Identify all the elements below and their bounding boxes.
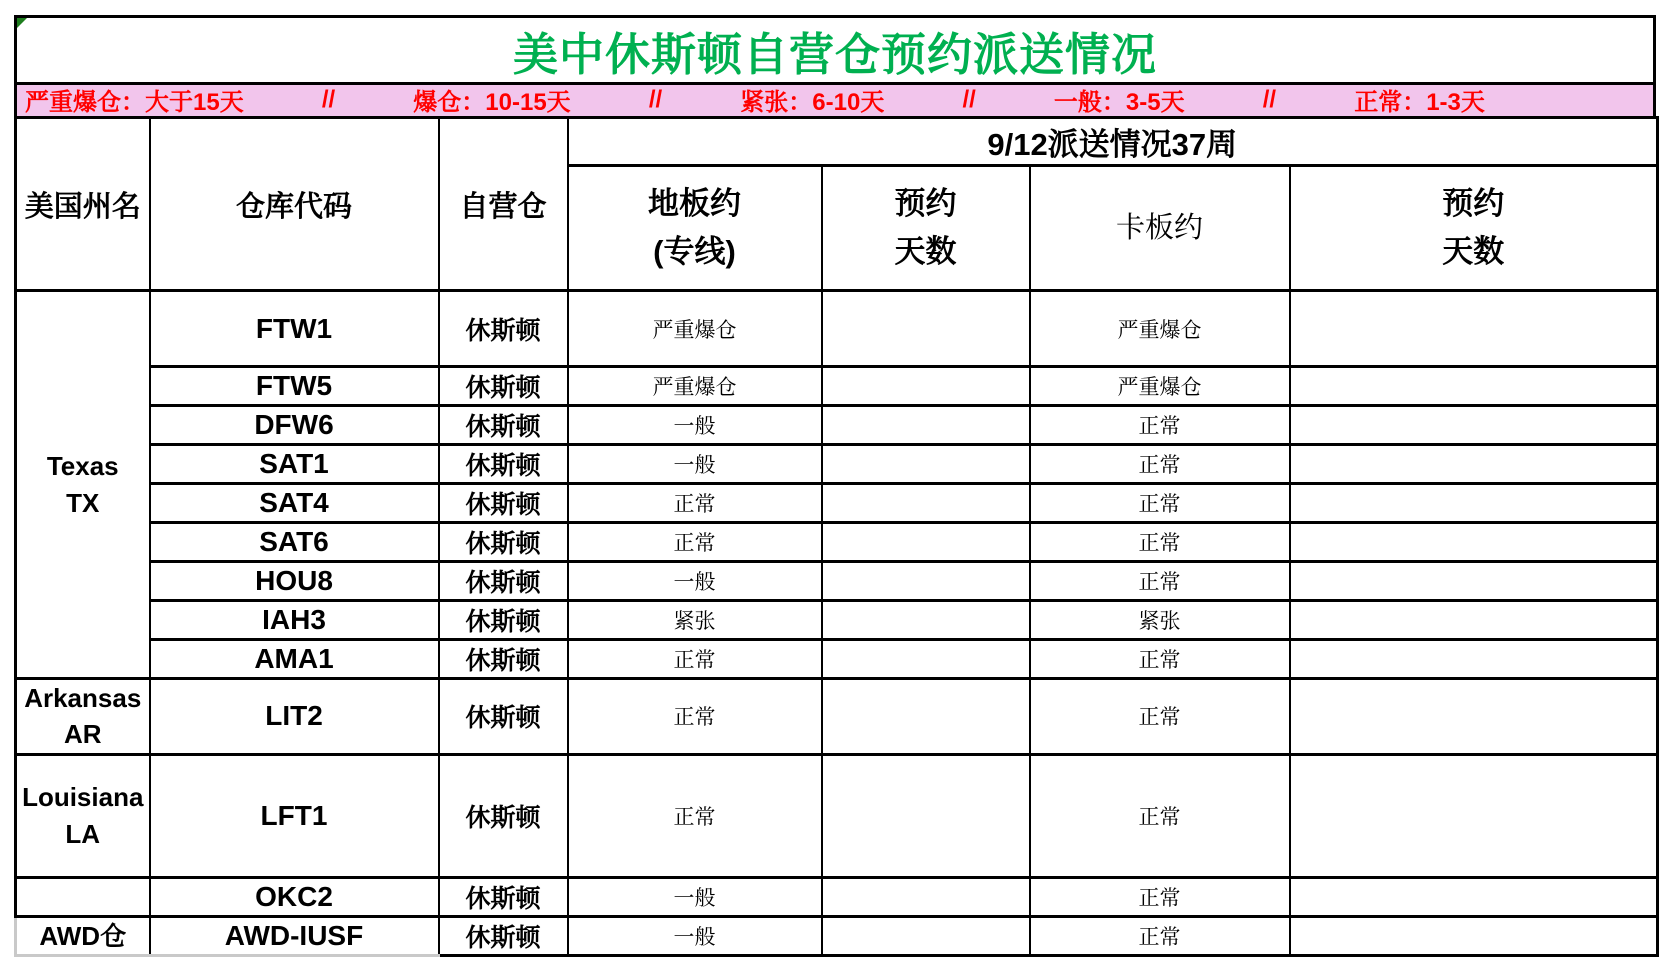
legend-separator: // <box>321 85 336 113</box>
header-pallet-appointment[interactable]: 卡板约 <box>1030 166 1290 291</box>
self-warehouse-cell[interactable]: 休斯顿 <box>439 445 568 484</box>
floor-days-cell[interactable] <box>822 484 1030 523</box>
warehouse-code-cell[interactable]: LFT1 <box>150 754 439 877</box>
floor-status-cell[interactable]: 正常 <box>568 523 822 562</box>
table-row <box>16 679 1658 755</box>
self-warehouse-cell[interactable]: 休斯顿 <box>439 916 568 955</box>
pallet-status-cell[interactable]: 正常 <box>1030 445 1290 484</box>
table-row <box>16 916 1658 955</box>
pallet-status-cell[interactable]: 紧张 <box>1030 601 1290 640</box>
floor-days-cell[interactable] <box>822 445 1030 484</box>
self-warehouse-cell[interactable]: 休斯顿 <box>439 601 568 640</box>
floor-status-cell[interactable]: 正常 <box>568 484 822 523</box>
pallet-days-cell[interactable] <box>1290 916 1658 955</box>
state-cell-louisiana[interactable] <box>16 754 150 877</box>
page-title: 美中休斯顿自营仓预约派送情况 <box>512 28 1157 80</box>
self-warehouse-cell[interactable]: 休斯顿 <box>439 484 568 523</box>
warehouse-code-cell[interactable]: OKC2 <box>150 877 439 916</box>
state-name: Arkansas <box>24 683 142 713</box>
floor-days-cell[interactable] <box>822 754 1030 877</box>
header-days-line2: 天数 <box>1442 234 1505 269</box>
header-warehouse-code[interactable]: 仓库代码 <box>150 118 439 291</box>
legend-separator: // <box>648 85 663 113</box>
floor-days-cell[interactable] <box>822 640 1030 679</box>
header-days-line1: 预约 <box>894 185 957 221</box>
pallet-status-cell[interactable]: 正常 <box>1030 640 1290 679</box>
state-name: Texas <box>46 451 119 482</box>
legend-item-severe: 严重爆仓：大于15天 <box>25 89 244 116</box>
pallet-status-cell[interactable]: 严重爆仓 <box>1030 291 1290 367</box>
pallet-status-cell[interactable]: 正常 <box>1030 679 1290 755</box>
floor-status-cell[interactable]: 正常 <box>568 679 822 755</box>
pallet-days-cell[interactable] <box>1290 367 1658 406</box>
header-floor-line2: (专线) <box>653 234 736 269</box>
warehouse-code-cell[interactable]: AWD-IUSF <box>150 916 439 955</box>
pallet-status-cell[interactable]: 正常 <box>1030 562 1290 601</box>
self-warehouse-cell[interactable]: 休斯顿 <box>439 877 568 916</box>
header-self-warehouse[interactable]: 自营仓 <box>439 118 568 291</box>
pallet-days-cell[interactable] <box>1290 877 1658 916</box>
spreadsheet <box>14 15 1656 957</box>
pallet-days-cell[interactable] <box>1290 484 1658 523</box>
floor-status-cell[interactable]: 一般 <box>568 562 822 601</box>
self-warehouse-cell[interactable]: 休斯顿 <box>439 523 568 562</box>
table-row <box>16 406 1658 445</box>
header-floor-line1: 地板约 <box>648 185 741 221</box>
floor-days-cell[interactable] <box>822 601 1030 640</box>
header-state[interactable]: 美国州名 <box>16 118 150 291</box>
table-row <box>16 445 1658 484</box>
warehouse-code-cell[interactable]: HOU8 <box>150 562 439 601</box>
warehouse-code-cell[interactable]: SAT6 <box>150 523 439 562</box>
pallet-status-cell[interactable]: 正常 <box>1030 916 1290 955</box>
state-abbr: TX <box>66 487 100 518</box>
state-cell-empty[interactable] <box>16 877 150 916</box>
legend-row[interactable] <box>14 85 1656 116</box>
self-warehouse-cell[interactable]: 休斯顿 <box>439 679 568 755</box>
pallet-days-cell[interactable] <box>1290 601 1658 640</box>
state-cell-arkansas[interactable] <box>16 679 150 755</box>
legend-item-burst: 爆仓：10-15天 <box>413 89 571 116</box>
pallet-days-cell[interactable] <box>1290 445 1658 484</box>
warehouse-code-cell[interactable]: SAT1 <box>150 445 439 484</box>
state-cell-awd[interactable]: AWD仓 <box>16 916 150 955</box>
title-cell[interactable] <box>14 15 1656 85</box>
floor-days-cell[interactable] <box>822 679 1030 755</box>
state-abbr: AR <box>63 719 102 750</box>
warehouse-code-cell[interactable]: DFW6 <box>150 406 439 445</box>
pallet-status-cell[interactable]: 正常 <box>1030 754 1290 877</box>
table-row <box>16 877 1658 916</box>
pallet-days-cell[interactable] <box>1290 562 1658 601</box>
warehouse-code-cell[interactable]: FTW5 <box>150 367 439 406</box>
table-row <box>16 523 1658 562</box>
pallet-status-cell[interactable]: 严重爆仓 <box>1030 367 1290 406</box>
legend-item-normal: 正常：1-3天 <box>1354 89 1485 116</box>
pallet-days-cell[interactable] <box>1290 679 1658 755</box>
pallet-days-cell[interactable] <box>1290 406 1658 445</box>
self-warehouse-cell[interactable]: 休斯顿 <box>439 291 568 367</box>
header-floor-appointment[interactable] <box>568 166 822 291</box>
state-cell-texas[interactable] <box>16 291 150 679</box>
legend-item-average: 一般：3-5天 <box>1053 89 1185 116</box>
floor-days-cell[interactable] <box>822 916 1030 955</box>
floor-days-cell[interactable] <box>822 562 1030 601</box>
legend-item-tight: 紧张：6-10天 <box>740 89 885 116</box>
pallet-status-cell[interactable]: 正常 <box>1030 406 1290 445</box>
floor-status-cell[interactable]: 严重爆仓 <box>568 367 822 406</box>
state-abbr: LA <box>65 818 101 849</box>
floor-status-cell[interactable]: 严重爆仓 <box>568 291 822 367</box>
floor-status-cell[interactable]: 一般 <box>568 445 822 484</box>
floor-days-cell[interactable] <box>822 877 1030 916</box>
floor-status-cell[interactable]: 正常 <box>568 754 822 877</box>
pallet-days-cell[interactable] <box>1290 291 1658 367</box>
self-warehouse-cell[interactable]: 休斯顿 <box>439 562 568 601</box>
table-row <box>16 291 1658 367</box>
floor-status-cell[interactable]: 一般 <box>568 916 822 955</box>
header-appointment-days-2[interactable] <box>1290 166 1658 291</box>
warehouse-code-cell[interactable]: IAH3 <box>150 601 439 640</box>
floor-status-cell[interactable]: 一般 <box>568 406 822 445</box>
state-name: Louisiana <box>22 782 144 813</box>
floor-days-cell[interactable] <box>822 406 1030 445</box>
legend-separator: // <box>962 85 976 113</box>
self-warehouse-cell[interactable]: 休斯顿 <box>439 754 568 877</box>
table-row <box>16 601 1658 640</box>
floor-days-cell[interactable] <box>822 367 1030 406</box>
cell-comment-triangle-icon <box>17 18 27 28</box>
header-period[interactable]: 9/12派送情况37周 <box>568 118 1658 166</box>
pallet-status-cell[interactable]: 正常 <box>1030 523 1290 562</box>
pallet-status-cell[interactable]: 正常 <box>1030 484 1290 523</box>
header-appointment-days-1[interactable] <box>822 166 1030 291</box>
pallet-days-cell[interactable] <box>1290 640 1658 679</box>
table-row <box>16 640 1658 679</box>
delivery-status-table <box>14 116 1659 957</box>
self-warehouse-cell[interactable]: 休斯顿 <box>439 406 568 445</box>
floor-status-cell[interactable]: 紧张 <box>568 601 822 640</box>
warehouse-code-cell[interactable]: AMA1 <box>150 640 439 679</box>
header-days-line2: 天数 <box>894 234 957 269</box>
table-row <box>16 367 1658 406</box>
self-warehouse-cell[interactable]: 休斯顿 <box>439 367 568 406</box>
table-row <box>16 754 1658 877</box>
self-warehouse-cell[interactable]: 休斯顿 <box>439 640 568 679</box>
table-row <box>16 484 1658 523</box>
table-row <box>16 562 1658 601</box>
floor-status-cell[interactable]: 一般 <box>568 877 822 916</box>
floor-days-cell[interactable] <box>822 523 1030 562</box>
floor-status-cell[interactable]: 正常 <box>568 640 822 679</box>
pallet-status-cell[interactable]: 正常 <box>1030 877 1290 916</box>
header-days-line1: 预约 <box>1442 185 1505 221</box>
floor-days-cell[interactable] <box>822 291 1030 367</box>
pallet-days-cell[interactable] <box>1290 523 1658 562</box>
warehouse-code-cell[interactable]: SAT4 <box>150 484 439 523</box>
legend-separator: // <box>1262 85 1277 113</box>
pallet-days-cell[interactable] <box>1290 754 1658 877</box>
warehouse-code-cell[interactable]: FTW1 <box>150 291 439 367</box>
warehouse-code-cell[interactable]: LIT2 <box>150 679 439 755</box>
